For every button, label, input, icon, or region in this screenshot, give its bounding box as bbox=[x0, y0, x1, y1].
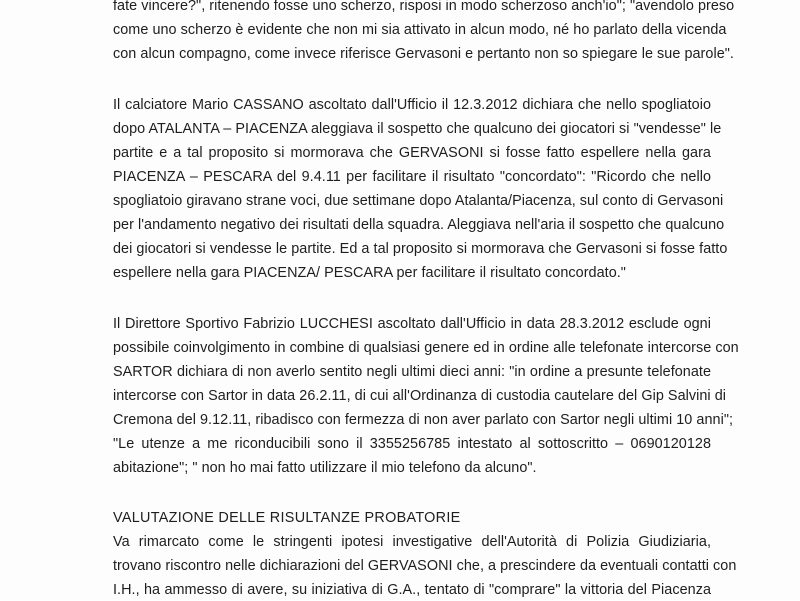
text-line: "Le utenze a me riconducibili sono il 3355256785 intestato al sottoscritto – 0690120128 bbox=[113, 436, 711, 452]
section-heading: VALUTAZIONE DELLE RISULTANZE PROBATORIE bbox=[113, 510, 461, 526]
text-line: fate vincere?", ritenendo fosse uno scherzo, risposi in modo scherzoso anch'io"; "avendolo preso bbox=[113, 0, 735, 14]
text-line: spogliatoio giravano strane voci, due settimane dopo Atalanta/Piacenza, sul conto di Gervasoni bbox=[113, 193, 724, 209]
text-line: con alcun compagno, come invece riferisce Gervasoni e pertanto non so spiegare le sue parole". bbox=[113, 46, 734, 62]
text-line: Cremona del 9.12.11, ribadisco con fermezza di non aver parlato con Sartor negli ultimi 10 anni"; bbox=[113, 412, 734, 428]
text-line: per l'andamento negativo dei risultati della squadra. Aleggiava nell'aria il sospetto che qualcuno bbox=[113, 217, 725, 233]
text-line: dei giocatori si vendesse le partite. Ed a tal proposito si mormorava che Gervasoni si fosse fatto bbox=[113, 241, 728, 257]
text-line: SARTOR dichiara di non averlo sentito negli ultimi dieci anni: "in ordine a presunte telefonate bbox=[113, 364, 711, 380]
text-line: Va rimarcato come le stringenti ipotesi investigative dell'Autorità di Polizia Giudiziaria, bbox=[113, 534, 711, 550]
text-line: Il calciatore Mario CASSANO ascoltato dall'Ufficio il 12.3.2012 dichiara che nello spogliatoio bbox=[113, 97, 711, 113]
text-line: intercorse con Sartor in data 26.2.11, di cui all'Ordinanza di custodia cautelare del Gip Salvini di bbox=[113, 388, 727, 404]
text-line: PIACENZA – PESCARA del 9.4.11 per facilitare il risultato "concordato": "Ricordo che nello bbox=[113, 169, 711, 185]
text-line: Il Direttore Sportivo Fabrizio LUCCHESI ascoltato dall'Ufficio in data 28.3.2012 esclude ogni bbox=[113, 316, 711, 332]
text-line: dopo ATALANTA – PIACENZA aleggiava il sospetto che qualcuno dei giocatori si "vendesse" le bbox=[113, 121, 722, 137]
text-line: trovano riscontro nelle dichiarazioni del GERVASONI che, a prescindere da eventuali contatti con bbox=[113, 558, 737, 574]
text-line: possibile coinvolgimento in combine di qualsiasi genere ed in ordine alle telefonate intercorse con bbox=[113, 340, 739, 356]
text-line: I.H., ha ammesso di avere, su iniziativa di G.A., tentato di "comprare" la vittoria del Piacenza bbox=[113, 582, 711, 598]
text-line: partite e a tal proposito si mormorava che GERVASONI si fosse fatto espellere nella gara bbox=[113, 145, 711, 161]
text-line: come uno scherzo è evidente che non mi sia attivato in alcun modo, né ho parlato della vicenda bbox=[113, 22, 727, 38]
text-line: abitazione"; " non ho mai fatto utilizzare il mio telefono da alcuno". bbox=[113, 460, 537, 476]
text-line: espellere nella gara PIACENZA/ PESCARA per facilitare il risultato concordato." bbox=[113, 265, 626, 281]
